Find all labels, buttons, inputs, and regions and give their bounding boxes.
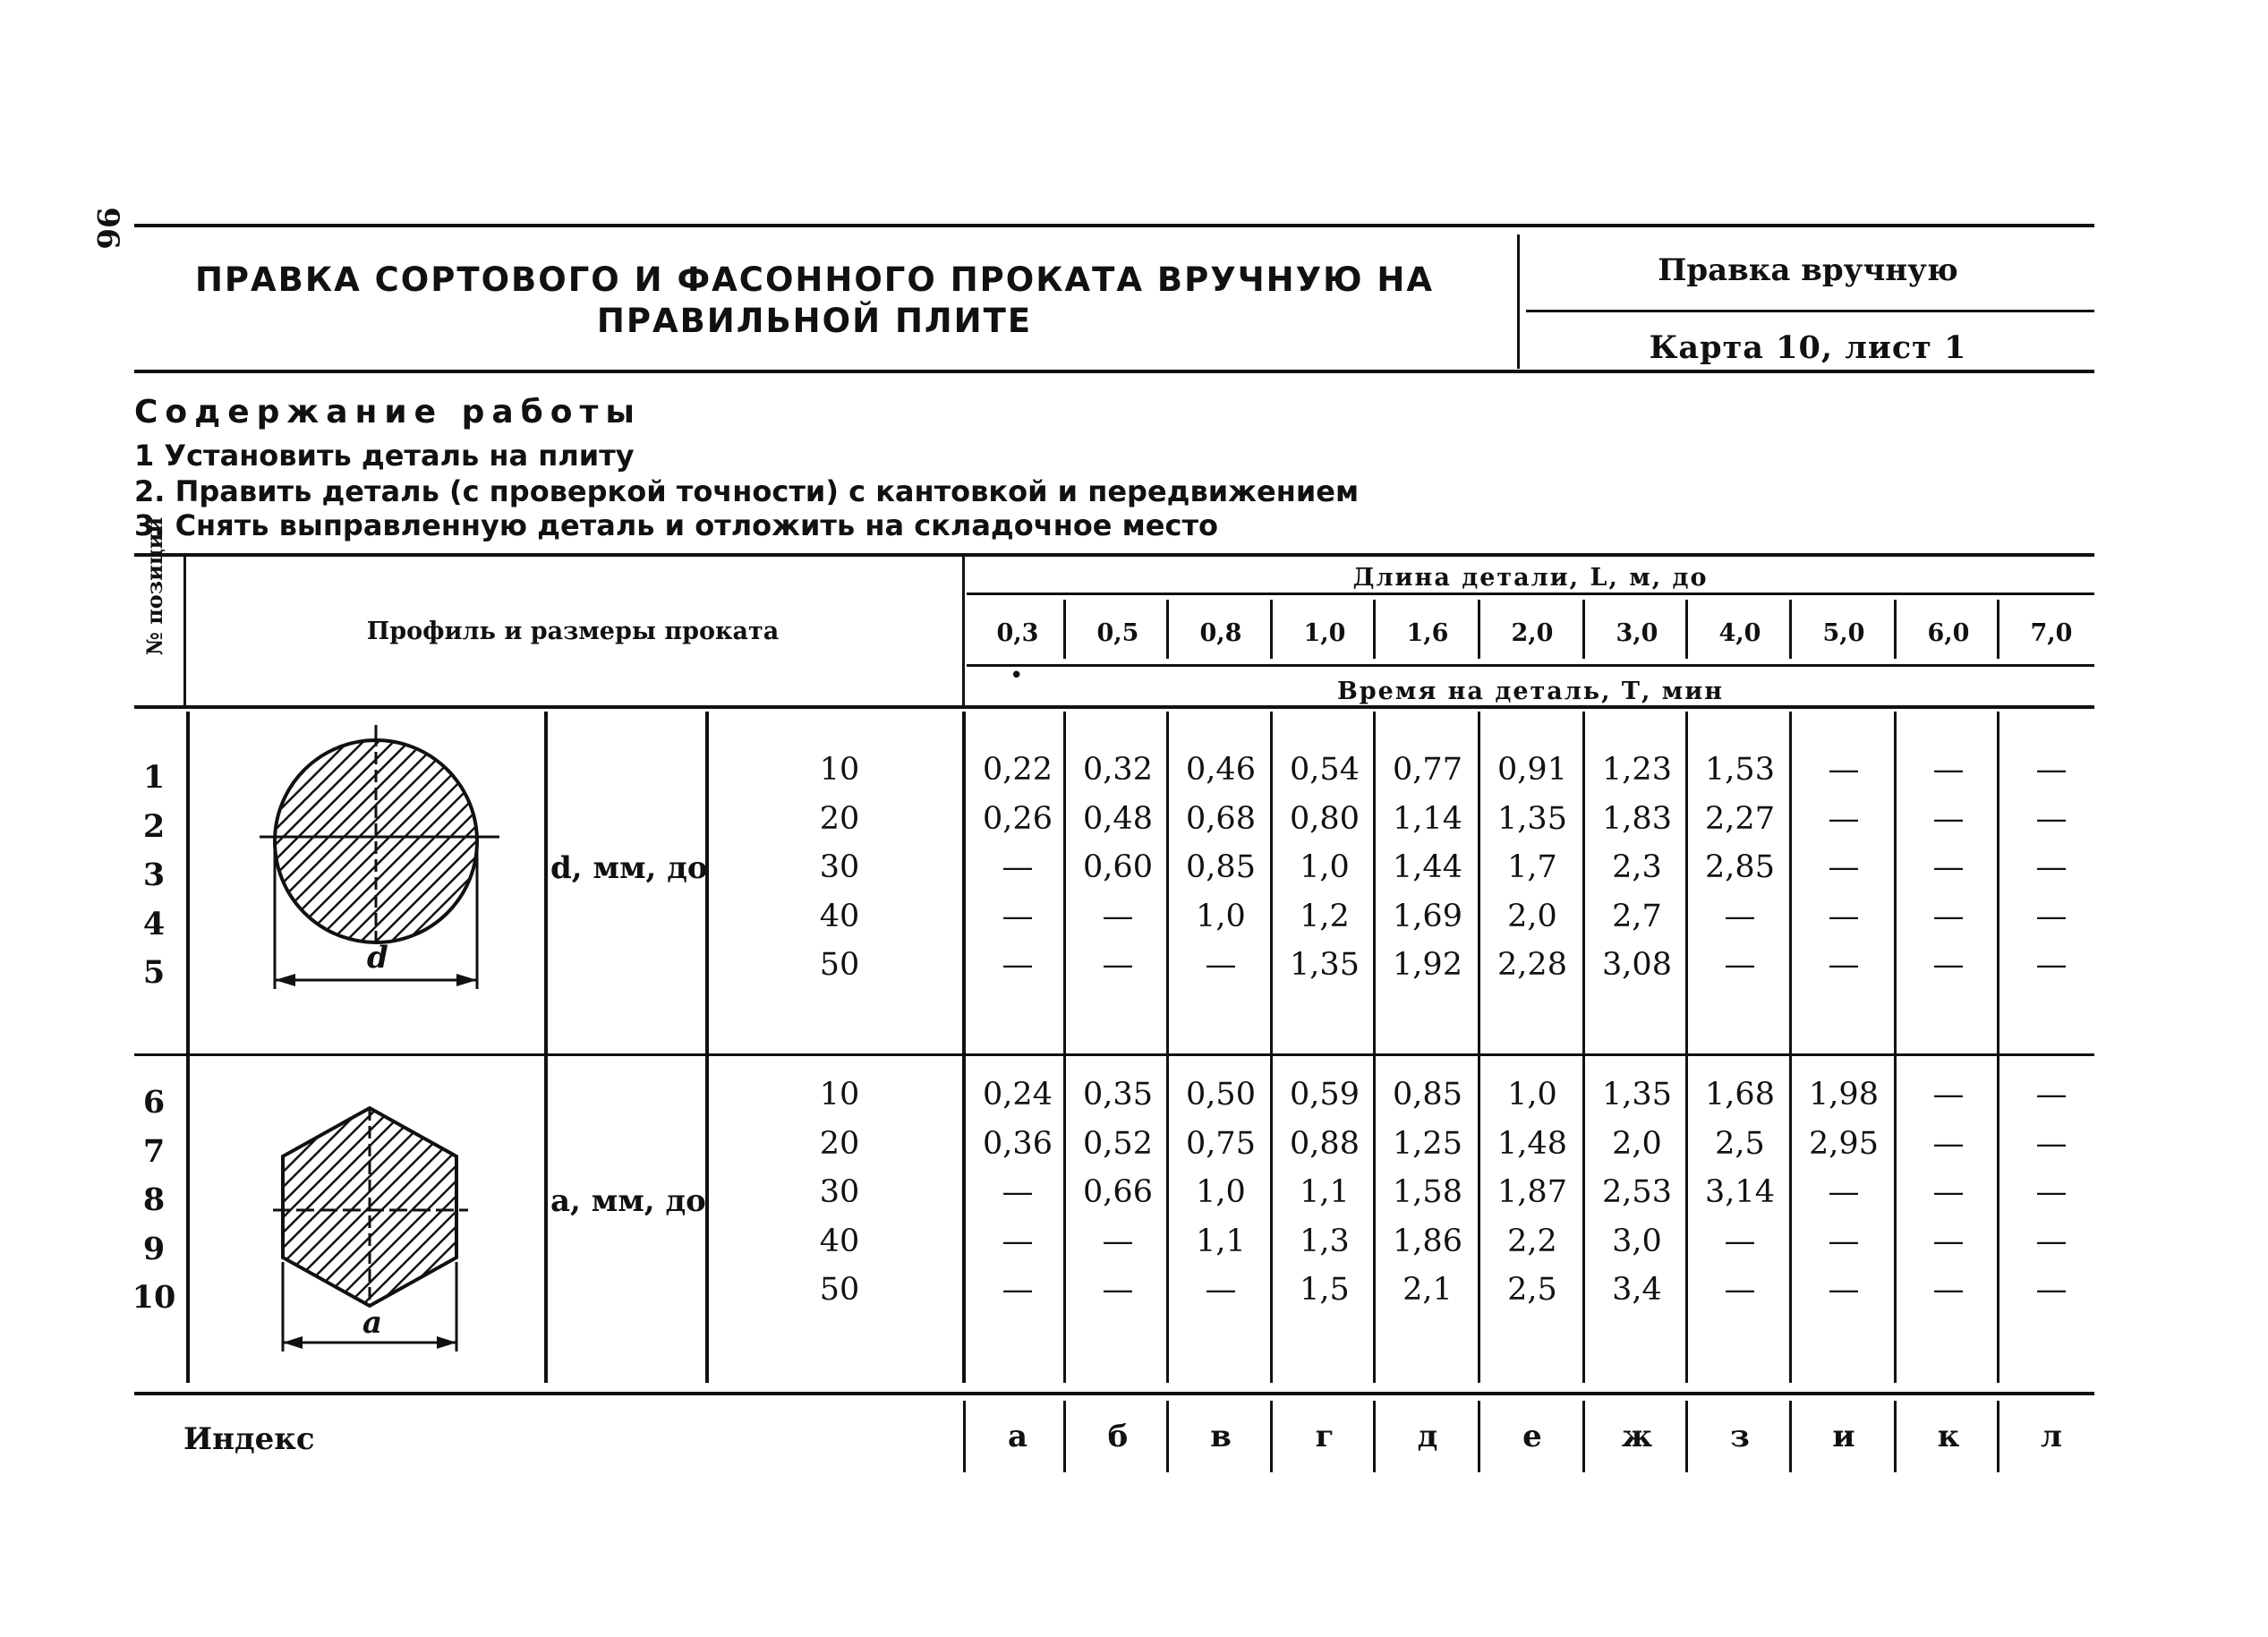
pos-number: 6 <box>142 1084 166 1121</box>
length-col-sep-6 <box>1582 600 1585 659</box>
length-col-9: 6,0 <box>1927 619 1970 647</box>
time-cell: — <box>1002 1272 1034 1308</box>
index-sep-3 <box>1270 1401 1273 1472</box>
index-cell-6: ж <box>1621 1419 1653 1454</box>
size-value: 50 <box>819 1272 860 1308</box>
index-cell-5: е <box>1522 1419 1542 1454</box>
size-value: 10 <box>819 1077 860 1113</box>
time-cell: 2,1 <box>1403 1272 1453 1308</box>
length-header-rule <box>967 593 2094 595</box>
time-cell: 0,50 <box>1186 1077 1256 1113</box>
index-sep-7 <box>1685 1401 1688 1472</box>
time-cell: 1,0 <box>1196 1174 1246 1210</box>
pos-number: 9 <box>142 1230 166 1267</box>
profile-column-rule <box>962 557 965 707</box>
size-value: 30 <box>819 849 860 885</box>
size-value: 10 <box>819 752 860 788</box>
time-cell: — <box>1932 898 1965 934</box>
length-col-sep-1 <box>1063 600 1066 659</box>
lengths-rule <box>967 664 2094 667</box>
time-cell: 2,85 <box>1705 849 1775 885</box>
time-cell: — <box>1932 1125 1965 1162</box>
time-cell: — <box>1932 849 1965 885</box>
header-bottom-rule <box>134 370 2094 373</box>
table-top-rule <box>134 553 2094 557</box>
time-cell: 1,35 <box>1290 947 1360 983</box>
time-cell: — <box>2035 947 2068 983</box>
time-cell: — <box>1932 800 1965 837</box>
length-col-8: 5,0 <box>1822 619 1865 647</box>
table-header-bottom-rule <box>134 705 2094 709</box>
group-divider <box>134 1053 2094 1056</box>
time-cell: 1,68 <box>1705 1077 1775 1113</box>
size-value: 50 <box>819 947 860 983</box>
body-rule-dim <box>705 712 709 1383</box>
index-cell-3: г <box>1315 1419 1334 1454</box>
time-cell: 0,36 <box>983 1125 1053 1162</box>
time-cell: 1,35 <box>1497 800 1567 837</box>
time-cell: — <box>1828 1174 1860 1210</box>
length-col-sep-8 <box>1789 600 1792 659</box>
time-cell: 0,48 <box>1083 800 1153 837</box>
length-col-6: 3,0 <box>1616 619 1658 647</box>
header-divider <box>1517 234 1520 369</box>
index-label: Индекс <box>183 1421 315 1457</box>
length-col-2: 0,8 <box>1199 619 1242 647</box>
header-top-rule <box>134 224 2094 227</box>
time-cell: — <box>1002 1174 1034 1210</box>
time-cell: — <box>1724 1223 1756 1259</box>
time-cell: — <box>1828 752 1860 788</box>
length-col-sep-9 <box>1894 600 1897 659</box>
index-sep-9 <box>1894 1401 1897 1472</box>
index-cell-1: б <box>1107 1419 1129 1454</box>
length-col-0: 0,3 <box>996 619 1039 647</box>
table-bottom-rule <box>134 1392 2094 1395</box>
step-2: 2. Править деталь (с проверкой точности) с кантовкой и передвижением <box>134 474 1360 508</box>
time-cell: 1,87 <box>1497 1174 1567 1210</box>
time-cell: 2,0 <box>1612 1125 1662 1162</box>
length-header: Длина детали, L, м, до <box>1352 564 1709 592</box>
section-title: Содержание работы <box>134 394 642 431</box>
index-sep-5 <box>1478 1401 1480 1472</box>
time-cell: 3,4 <box>1612 1272 1662 1308</box>
time-cell: — <box>1724 947 1756 983</box>
hexagon-profile-figure <box>251 1096 519 1365</box>
time-cell: 3,0 <box>1612 1223 1662 1259</box>
index-cell-2: в <box>1210 1419 1232 1454</box>
time-cell: 3,14 <box>1705 1174 1775 1210</box>
time-cell: 1,48 <box>1497 1125 1567 1162</box>
time-cell: 1,53 <box>1705 752 1775 788</box>
pos-number: 2 <box>142 807 166 845</box>
length-col-sep-7 <box>1685 600 1688 659</box>
time-cell: — <box>1102 947 1134 983</box>
time-cell: 0,77 <box>1393 752 1462 788</box>
dim-label-a: a, мм, до <box>550 1183 706 1219</box>
time-cell: — <box>2035 1272 2068 1308</box>
time-cell: — <box>2035 800 2068 837</box>
time-cell: 1,3 <box>1300 1223 1350 1259</box>
time-cell: 1,58 <box>1393 1174 1462 1210</box>
pos-number: 5 <box>142 954 166 991</box>
length-col-sep-10 <box>1997 600 1999 659</box>
time-cell: 0,85 <box>1393 1077 1462 1113</box>
index-sep-8 <box>1789 1401 1792 1472</box>
time-cell: — <box>1932 947 1965 983</box>
pos-column-rule <box>183 557 186 707</box>
step-1: 1 Установить деталь на плиту <box>134 439 635 473</box>
time-cell: — <box>1932 1077 1965 1113</box>
time-cell: 0,35 <box>1083 1077 1153 1113</box>
time-cell: 2,5 <box>1507 1272 1557 1308</box>
time-cell: 1,25 <box>1393 1125 1462 1162</box>
time-cell: 1,0 <box>1507 1077 1557 1113</box>
time-cell: 1,0 <box>1196 898 1246 934</box>
time-cell: — <box>1002 898 1034 934</box>
time-cell: — <box>1932 752 1965 788</box>
time-cell: — <box>2035 1223 2068 1259</box>
index-sep-10 <box>1997 1401 1999 1472</box>
time-cell: — <box>1102 898 1134 934</box>
length-col-4: 1,6 <box>1406 619 1449 647</box>
size-value: 30 <box>819 1174 860 1210</box>
time-cell: 1,14 <box>1393 800 1462 837</box>
time-cell: — <box>2035 898 2068 934</box>
index-sep-6 <box>1582 1401 1585 1472</box>
time-cell: 1,35 <box>1602 1077 1672 1113</box>
time-cell: — <box>1828 898 1860 934</box>
hexagon-arrow-left <box>283 1336 303 1349</box>
pos-header: № позиции <box>141 516 167 656</box>
length-col-3: 1,0 <box>1303 619 1346 647</box>
length-col-sep-5 <box>1478 600 1480 659</box>
length-col-10: 7,0 <box>2030 619 2073 647</box>
time-cell: — <box>2035 1125 2068 1162</box>
pos-number: 4 <box>142 905 166 942</box>
time-cell: — <box>1724 1272 1756 1308</box>
time-cell: 1,98 <box>1809 1077 1879 1113</box>
header-category: Правка вручную <box>1658 252 1958 288</box>
time-cell: 2,27 <box>1705 800 1775 837</box>
pos-number: 8 <box>142 1181 166 1218</box>
index-cell-0: а <box>1007 1419 1028 1454</box>
time-cell: 0,26 <box>983 800 1053 837</box>
index-cell-7: з <box>1730 1419 1750 1454</box>
time-cell: — <box>1828 947 1860 983</box>
time-cell: — <box>2035 849 2068 885</box>
profile-header: Профиль и размеры проката <box>366 618 780 645</box>
time-cell: 1,7 <box>1507 849 1557 885</box>
time-cell: 0,68 <box>1186 800 1256 837</box>
page-title: ПРАВКА СОРТОВОГО И ФАСОННОГО ПРОКАТА ВРУЧНУЮ НА ПРАВИЛЬНОЙ ПЛИТЕ <box>194 260 1435 340</box>
time-cell: 0,75 <box>1186 1125 1256 1162</box>
time-cell: 1,1 <box>1300 1174 1350 1210</box>
time-cell: — <box>1828 1272 1860 1308</box>
dim-label-d: d, мм, до <box>550 850 708 886</box>
time-cell: 1,69 <box>1393 898 1462 934</box>
time-cell: 0,60 <box>1083 849 1153 885</box>
time-cell: — <box>1932 1272 1965 1308</box>
time-cell: — <box>1002 947 1034 983</box>
circle-arrow-left <box>275 974 295 986</box>
time-cell: 0,80 <box>1290 800 1360 837</box>
hexagon-arrow-right <box>437 1336 456 1349</box>
size-value: 20 <box>819 800 860 837</box>
index-sep-4 <box>1373 1401 1376 1472</box>
time-cell: — <box>1932 1223 1965 1259</box>
index-sep-1 <box>1063 1401 1066 1472</box>
index-cell-9: к <box>1937 1419 1960 1454</box>
index-cell-8: и <box>1832 1419 1855 1454</box>
time-cell: — <box>1828 849 1860 885</box>
time-cell: — <box>1002 849 1034 885</box>
time-cell: — <box>1102 1223 1134 1259</box>
time-cell: 2,53 <box>1602 1174 1672 1210</box>
time-cell: — <box>2035 1077 2068 1113</box>
circle-arrow-right <box>456 974 477 986</box>
time-cell: 3,08 <box>1602 947 1672 983</box>
index-sep-2 <box>1166 1401 1169 1472</box>
time-cell: — <box>1724 898 1756 934</box>
length-col-5: 2,0 <box>1511 619 1554 647</box>
length-col-sep-3 <box>1270 600 1273 659</box>
time-cell: — <box>1102 1272 1134 1308</box>
time-cell: 0,66 <box>1083 1174 1153 1210</box>
time-cell: 0,54 <box>1290 752 1360 788</box>
index-cell-4: д <box>1417 1419 1438 1454</box>
time-cell: 0,85 <box>1186 849 1256 885</box>
time-cell: 1,1 <box>1196 1223 1246 1259</box>
circle-fig-label: d <box>367 940 388 976</box>
time-cell: 0,32 <box>1083 752 1153 788</box>
pos-number: 10 <box>132 1279 176 1316</box>
step-3: 3. Снять выправленную деталь и отложить на складочное место <box>134 508 1218 542</box>
size-value: 20 <box>819 1125 860 1162</box>
time-cell: 0,22 <box>983 752 1053 788</box>
time-cell: 0,88 <box>1290 1125 1360 1162</box>
time-cell: 1,5 <box>1300 1272 1350 1308</box>
time-cell: 1,44 <box>1393 849 1462 885</box>
time-cell: 2,5 <box>1715 1125 1765 1162</box>
length-col-sep-4 <box>1373 600 1376 659</box>
time-cell: 2,7 <box>1612 898 1662 934</box>
time-cell: — <box>1828 800 1860 837</box>
time-cell: 1,92 <box>1393 947 1462 983</box>
time-cell: 2,28 <box>1497 947 1567 983</box>
time-cell: — <box>1932 1174 1965 1210</box>
hexagon-fig-label: a <box>362 1305 383 1341</box>
size-value: 40 <box>819 898 860 934</box>
time-cell: 0,46 <box>1186 752 1256 788</box>
body-rule-size <box>962 712 966 1383</box>
index-sep-0 <box>963 1401 966 1472</box>
time-cell: — <box>1828 1223 1860 1259</box>
time-cell: 1,23 <box>1602 752 1672 788</box>
dot-mark: • <box>1010 662 1024 689</box>
time-cell: — <box>1205 947 1237 983</box>
time-cell: 2,2 <box>1507 1223 1557 1259</box>
pos-number: 7 <box>142 1132 166 1170</box>
time-cell: 1,86 <box>1393 1223 1462 1259</box>
time-cell: 0,91 <box>1497 752 1567 788</box>
body-rule-pos <box>186 712 190 1383</box>
time-cell: 2,95 <box>1809 1125 1879 1162</box>
body-rule-figure <box>544 712 548 1383</box>
length-col-7: 4,0 <box>1718 619 1761 647</box>
index-cell-10: л <box>2041 1419 2062 1454</box>
time-cell: 2,3 <box>1612 849 1662 885</box>
time-cell: — <box>1002 1223 1034 1259</box>
time-cell: — <box>2035 1174 2068 1210</box>
size-value: 40 <box>819 1223 860 1259</box>
pos-number: 1 <box>142 759 166 796</box>
page-number: 96 <box>90 207 125 250</box>
header-card: Карта 10, лист 1 <box>1649 329 1967 366</box>
time-cell: 0,52 <box>1083 1125 1153 1162</box>
time-cell: 1,83 <box>1602 800 1672 837</box>
length-col-1: 0,5 <box>1096 619 1139 647</box>
pos-number: 3 <box>142 857 166 893</box>
time-cell: 1,0 <box>1300 849 1350 885</box>
time-header: Время на деталь, Т, мин <box>1336 678 1725 705</box>
time-cell: 0,24 <box>983 1077 1053 1113</box>
length-col-sep-2 <box>1166 600 1169 659</box>
time-cell: 2,0 <box>1507 898 1557 934</box>
time-cell: — <box>2035 752 2068 788</box>
time-cell: 0,59 <box>1290 1077 1360 1113</box>
time-cell: 1,2 <box>1300 898 1350 934</box>
time-cell: — <box>1205 1272 1237 1308</box>
header-right-rule <box>1526 310 2094 312</box>
